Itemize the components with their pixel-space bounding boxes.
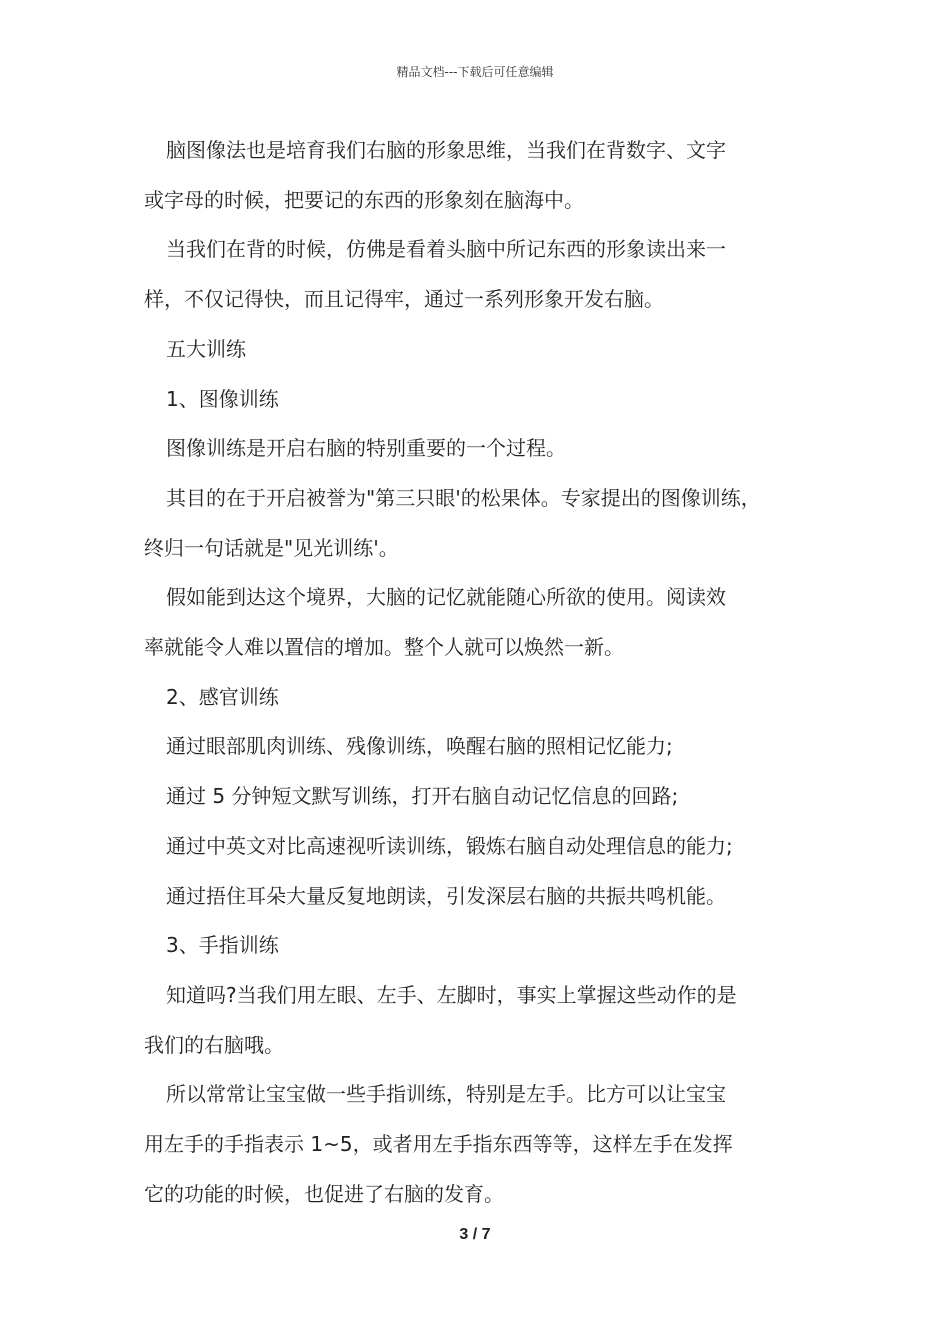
text-line: 图像训练是开启右脑的特别重要的一个过程。 [166, 436, 566, 461]
text-line: 通过 5 分钟短文默写训练，打开右脑自动记忆信息的回路; [166, 784, 679, 809]
text-line: 它的功能的时候，也促进了右脑的发育。 [144, 1181, 504, 1206]
text-line: 假如能到达这个境界，大脑的记忆就能随心所欲的使用。阅读效 [166, 585, 726, 610]
page-header: 精品文档---下载后可任意编辑 [396, 65, 554, 79]
text-line: 其目的在于开启被誉为"第三只眼'的松果体。专家提出的图像训练， [166, 485, 761, 510]
text-line: 3、手指训练 [166, 933, 279, 958]
text-line: 率就能令人难以置信的增加。整个人就可以焕然一新。 [144, 635, 624, 660]
text-line: 五大训练 [166, 336, 246, 361]
text-line: 2、感官训练 [166, 684, 279, 709]
text-line: 样，不仅记得快，而且记得牢，通过一系列形象开发右脑。 [144, 287, 664, 312]
document-body [144, 126, 834, 1219]
text-line: 或字母的时候，把要记的东西的形象刻在脑海中。 [144, 187, 584, 212]
text-line: 通过中英文对比高速视听读训练，锻炼右脑自动处理信息的能力; [166, 833, 733, 858]
text-line: 用左手的手指表示 1~5，或者用左手指东西等等，这样左手在发挥 [144, 1132, 733, 1157]
text-line: 1、图像训练 [166, 386, 279, 411]
text-line: 所以常常让宝宝做一些手指训练，特别是左手。比方可以让宝宝 [166, 1082, 726, 1107]
text-line: 通过捂住耳朵大量反复地朗读，引发深层右脑的共振共鸣机能。 [166, 883, 726, 908]
text-line: 当我们在背的时候，仿佛是看着头脑中所记东西的形象读出来一 [166, 237, 726, 262]
text-line: 终归一句话就是"见光训练'。 [144, 535, 399, 560]
page-number: 3 / 7 [459, 1226, 491, 1243]
text-line: 脑图像法也是培育我们右脑的形象思维，当我们在背数字、文字 [166, 138, 726, 162]
text-line: 通过眼部肌肉训练、残像训练，唤醒右脑的照相记忆能力; [166, 734, 673, 759]
text-line: 知道吗?当我们用左眼、左手、左脚时，事实上掌握这些动作的是 [166, 982, 737, 1007]
text-line: 我们的右脑哦。 [144, 1032, 284, 1057]
